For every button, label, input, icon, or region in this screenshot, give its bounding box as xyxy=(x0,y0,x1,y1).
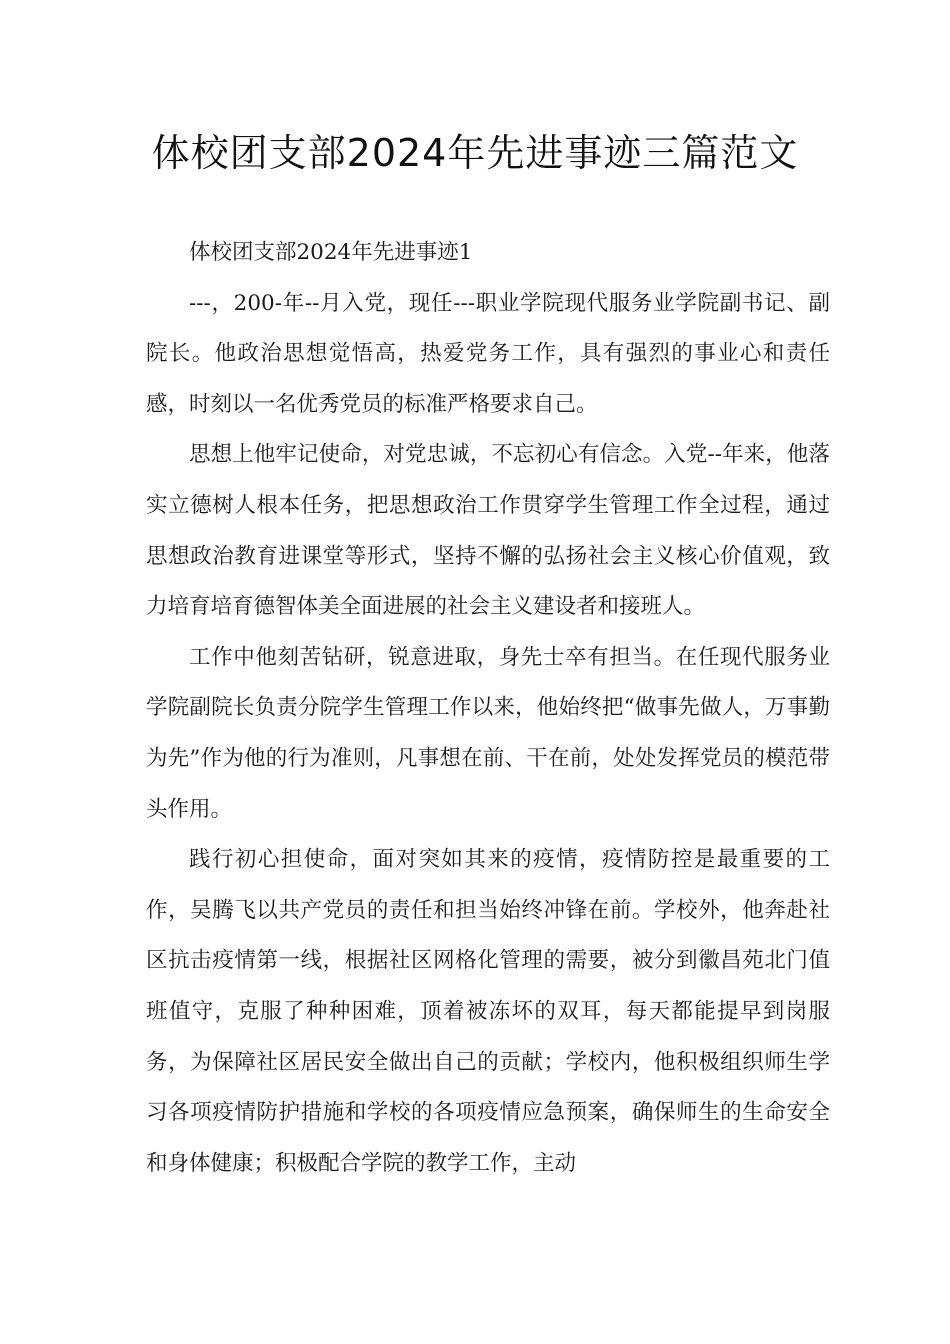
document-body xyxy=(146,228,830,1189)
paragraph: 思想上他牢记使命，对党忠诚，不忘初心有信念。入党--年来，他落实立德树人根本任务，把思想政治工作贯穿学生管理工作全过程，通过思想政治教育进课堂等形式，坚持不懈的弘扬社会主义核心价值观，致力培育培育德智体美全面进展的社会主义建设者和接班人。 xyxy=(146,442,830,620)
document-title: 体校团支部2024年先进事迹三篇范文 xyxy=(151,131,799,175)
paragraph: 践行初心担使命，面对突如其来的疫情，疫情防控是最重要的工作，吴腾飞以共产党员的责任和担当始终冲锋在前。学校外，他奔赴社区抗击疫情第一线，根据社区网格化管理的需要，被分到徽昌苑北门值班值守，克服了种种困难，顶着被冻坏的双耳，每天都能提早到岗服务，为保障社区居民安全做出自己的贡献；学校内，他积极组织师生学习各项疫情防护措施和学校的各项疫情应急预案，确保师生的生命安全和身体健康；积极配合学院的教学工作，主动 xyxy=(146,847,830,1176)
section-heading: 体校团支部2024年先进事迹1 xyxy=(189,240,473,265)
paragraph: ---，200-年--月入党，现任---职业学院现代服务业学院副书记、副院长。他政治思想觉悟高，热爱党务工作，具有强烈的事业心和责任感，时刻以一名优秀党员的标准严格要求自己。 xyxy=(146,290,830,417)
paragraph: 工作中他刻苦钻研，锐意进取，身先士卒有担当。在任现代服务业学院副院长负责分院学生管理工作以来，他始终把“做事先做人，万事勤为先”作为他的行为准则，凡事想在前、干在前，处处发挥党员的模范带头作用。 xyxy=(146,644,830,822)
